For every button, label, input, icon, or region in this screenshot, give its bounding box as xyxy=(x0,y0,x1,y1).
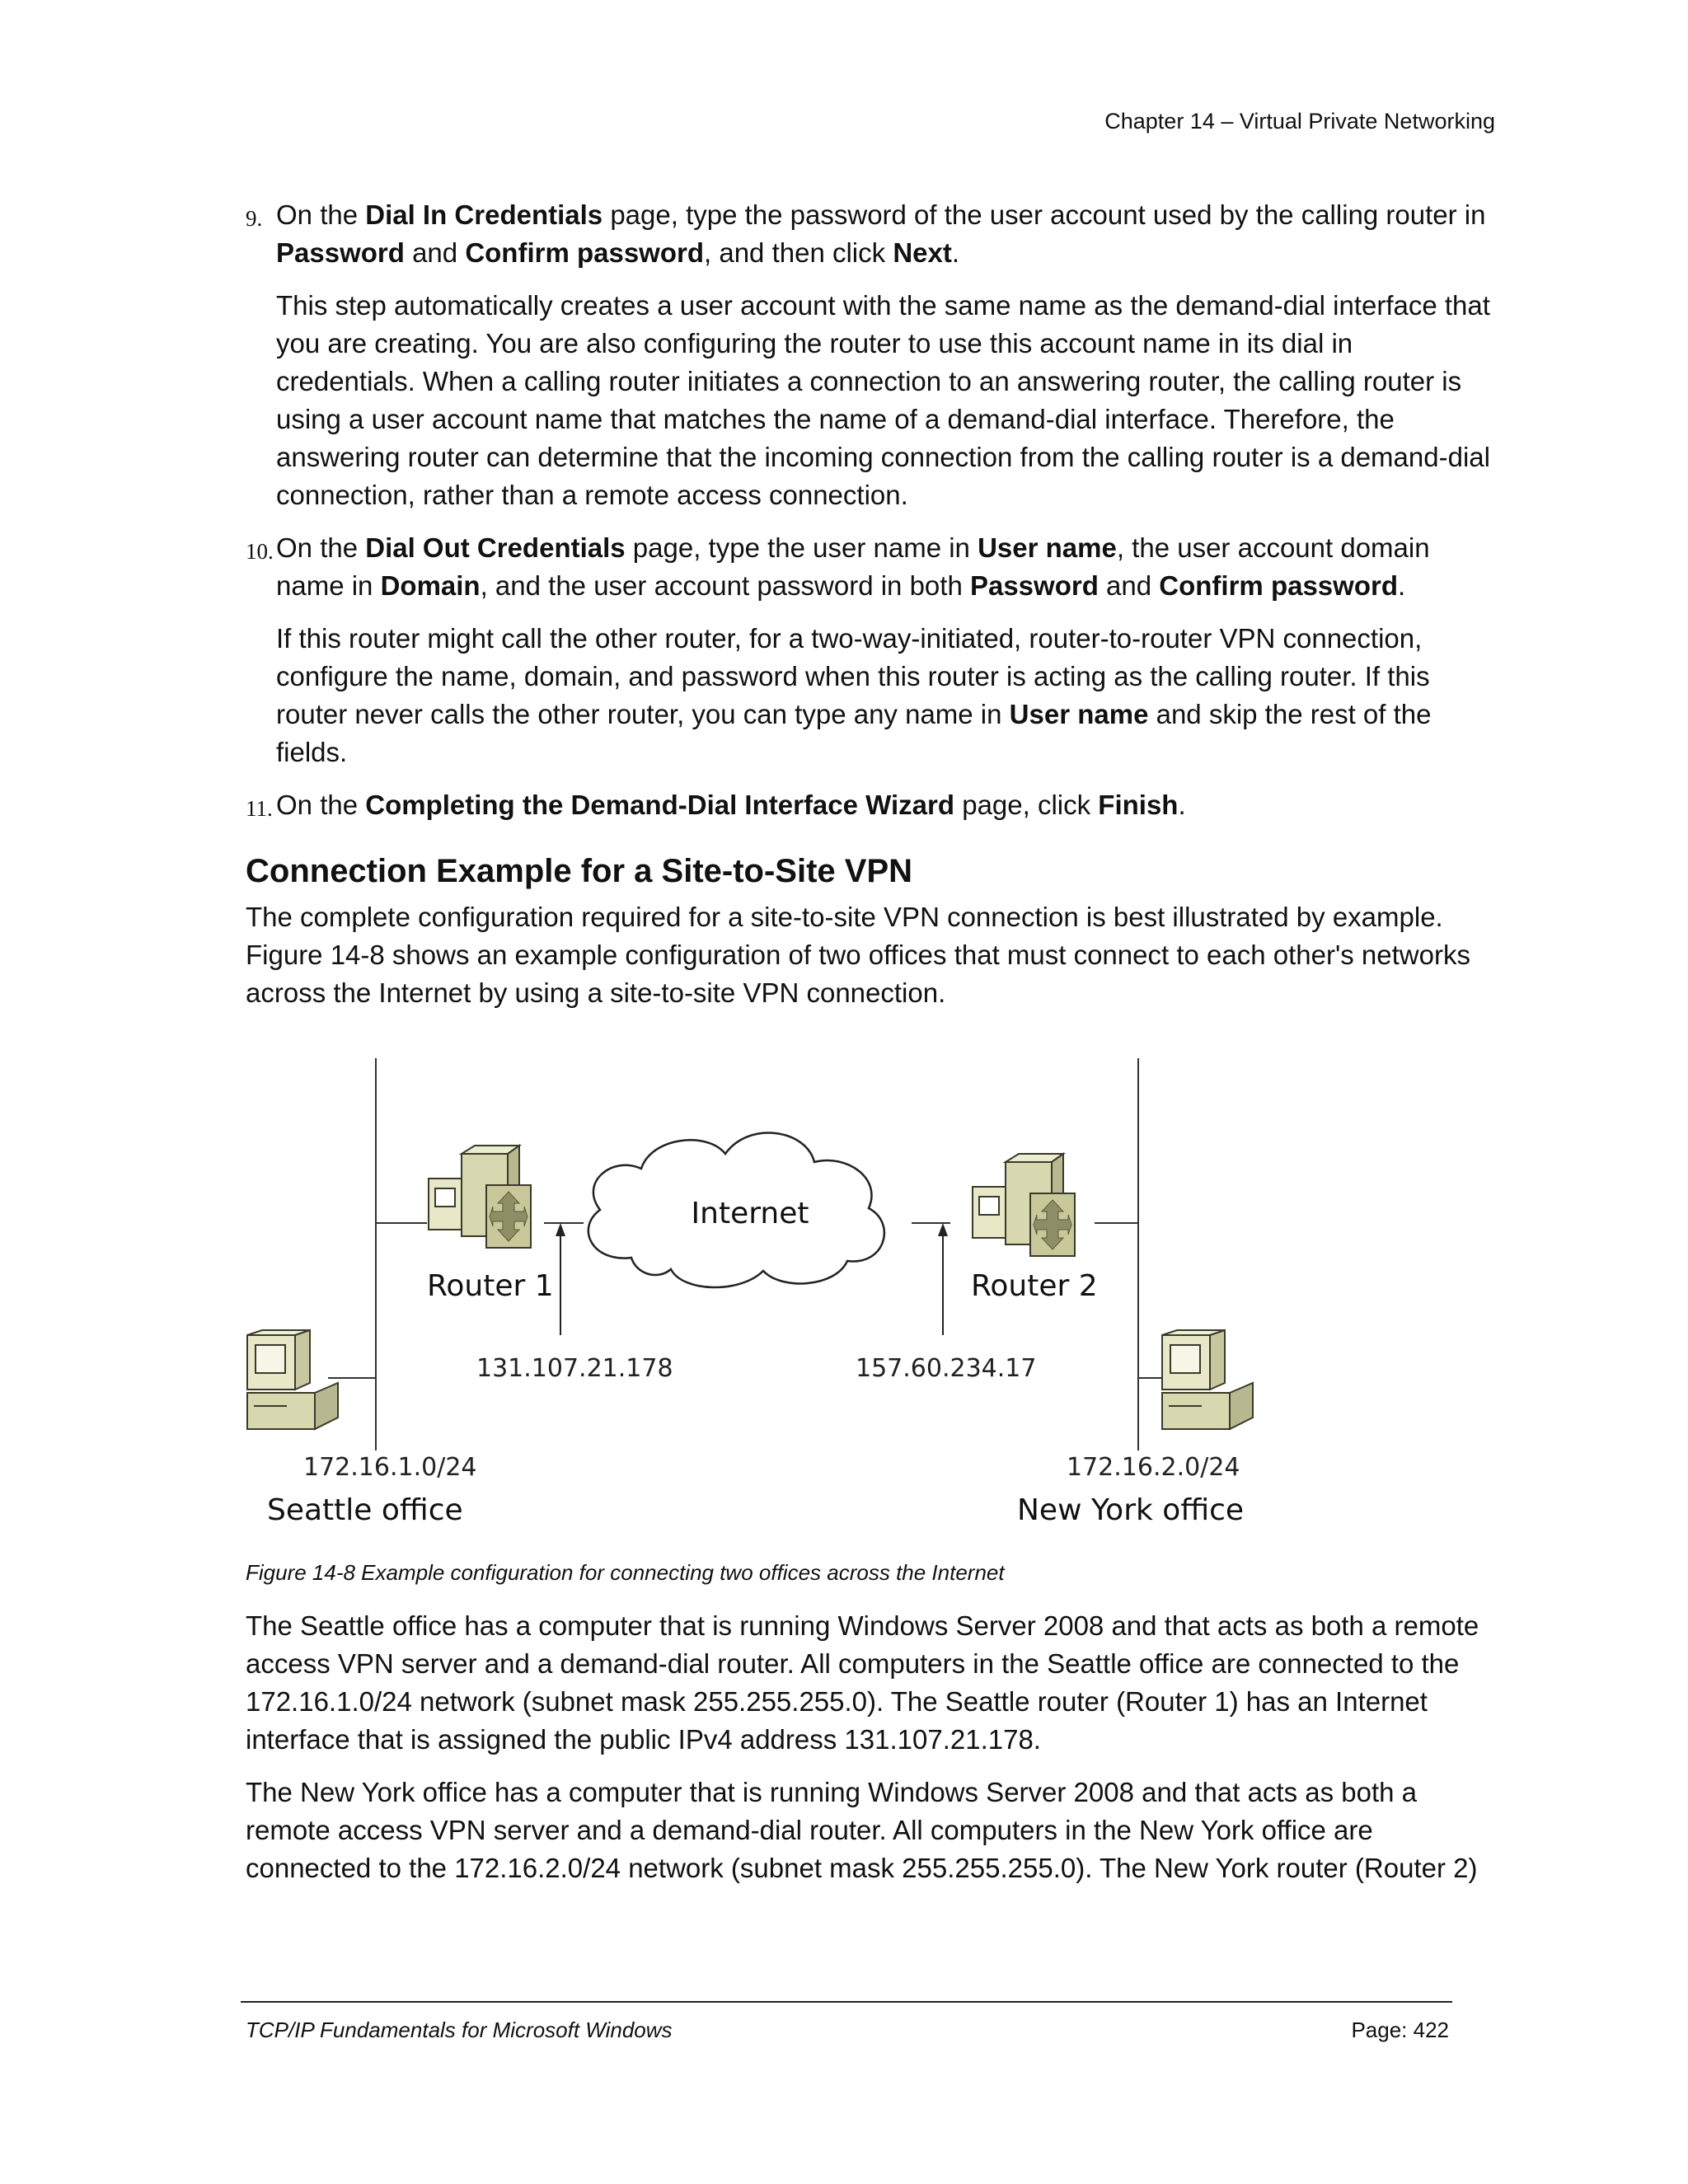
seattle-office-label: Seattle office xyxy=(267,1493,463,1527)
chapter-header: Chapter 14 – Virtual Private Networking xyxy=(1104,109,1495,134)
network-diagram xyxy=(246,1058,1268,1536)
router-1-label: Router 1 xyxy=(427,1269,554,1303)
step-10-note: If this router might call the other router, for a two-way-initiated, router-to-router VPN connection, configure the name, domain, and password when this router is acting as the calling router. If this router never calls the other router, you can type any name in User name and skip the rest of the fields. xyxy=(276,623,1432,767)
body-paragraphs xyxy=(246,1607,1498,1887)
footer-book-title: TCP/IP Fundamentals for Microsoft Windows xyxy=(246,2018,673,2042)
footer-divider xyxy=(241,2001,1452,2003)
paragraph-newyork: The New York office has a computer that is running Windows Server 2008 and that acts as both a remote access VPN server and a demand-dial router. All computers in the New York office are connected to the 172.16.2.0/24 network (subnet mask 255.255.255.0). The New York router (Router 2) xyxy=(246,1777,1478,1883)
step-11: 11. On the Completing the Demand-Dial Interface Wizard page, click Finish. xyxy=(246,786,1498,824)
router-2-icon xyxy=(973,1154,1075,1256)
footer-page-number: Page: 422 xyxy=(1351,2018,1449,2042)
step-number: 9. xyxy=(246,206,263,231)
newyork-computer-icon xyxy=(1162,1330,1253,1429)
step-number: 10. xyxy=(246,539,274,564)
seattle-subnet: 172.16.1.0/24 xyxy=(303,1453,477,1482)
newyork-office-label: New York office xyxy=(1017,1493,1245,1527)
seattle-computer-icon xyxy=(247,1330,338,1429)
step-number: 11. xyxy=(246,796,273,821)
newyork-subnet: 172.16.2.0/24 xyxy=(1067,1453,1240,1482)
step-9-note: This step automatically creates a user account with the same name as the demand-dial interface that you are creating. You are also configuring the router to use this account name in its dial in credentials. When a calling router initiates a connection to an answering router, the calling router is using a user account name that matches the name of a demand-dial interface. Therefore, the answering router can determine that the incoming connection from the calling router is a demand-dial connection, rather than a remote access connection. xyxy=(276,290,1490,510)
figure-caption: Figure 14-8 Example configuration for connecting two offices across the Internet xyxy=(246,1560,1005,1585)
step-10: 10. On the Dial Out Credentials page, type the user name in User name, the user account domain name in Domain, and the user account password in both Password and Confirm password. xyxy=(246,532,1430,601)
internet-label: Internet xyxy=(691,1197,809,1230)
step-9: 9. On the Dial In Credentials page, type the password of the user account used by the calling router in Password and Confirm password, and then click Next. xyxy=(246,199,1486,268)
section-heading: Connection Example for a Site-to-Site VPN xyxy=(246,853,913,889)
router-2-label: Router 2 xyxy=(971,1269,1098,1303)
router-1-ip: 131.107.21.178 xyxy=(476,1354,673,1383)
router-1-icon xyxy=(429,1146,531,1248)
router-2-ip: 157.60.234.17 xyxy=(856,1354,1037,1383)
section-intro: The complete configuration required for a site-to-site VPN connection is best illustrated by example. Figure 14-8 shows an example configuration of two offices that must connect to each other's networks across the Internet by using a site-to-site VPN connection. xyxy=(246,902,1470,1008)
page-content xyxy=(246,196,1498,1012)
paragraph-seattle: The Seattle office has a computer that is running Windows Server 2008 and that acts as both a remote access VPN server and a demand-dial router. All computers in the Seattle office are connected to the 172.16.1.0/24 network (subnet mask 255.255.255.0). The Seattle router (Router 1) has an Internet interface that is assigned the public IPv4 address 131.107.21.178. xyxy=(246,1610,1479,1755)
